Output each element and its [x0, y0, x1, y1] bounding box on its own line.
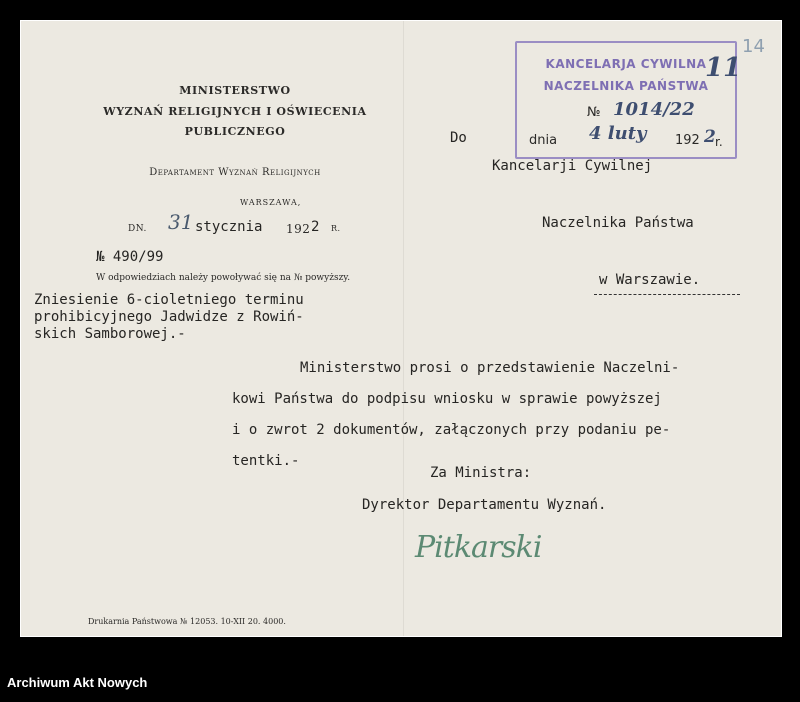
date-month: stycznia	[195, 219, 263, 235]
archive-name: Archiwum Akt Nowych	[7, 675, 148, 690]
date-year-digit: 2	[311, 219, 320, 235]
ministry-name-line1: MINISTERSTWO	[179, 84, 291, 97]
recipient-line3: w Warszawie.	[599, 272, 701, 288]
handwritten-signature: Pitkarski	[415, 530, 542, 565]
body-line1: Ministerstwo prosi o przedstawienie Naczelni-	[300, 360, 680, 376]
stamp-year-handwritten: 2	[704, 127, 716, 147]
date-suffix: R.	[331, 224, 341, 233]
ministry-name-line3: PUBLICZNEGO	[184, 125, 286, 138]
recipient-underline	[594, 294, 740, 295]
stamp-line1: KANCELARJA CYWILNA	[545, 57, 707, 71]
page-number-handwritten: 14	[742, 36, 765, 57]
stamp-year-suffix: r.	[715, 135, 723, 149]
stamp-year: 192	[675, 133, 700, 148]
reference-note: W odpowiedziach należy powoływać się na № powyższy.	[96, 273, 351, 283]
subject-line1: Zniesienie 6-cioletniego terminu	[34, 292, 304, 308]
city-label: WARSZAWA,	[240, 198, 302, 207]
body-line3: i o zwrot 2 dokumentów, załączonych przy podaniu pe-	[232, 422, 671, 438]
date-day-handwritten: 31	[168, 210, 194, 234]
for-minister: Za Ministra:	[430, 465, 532, 481]
document-number: № 490/99	[96, 249, 164, 265]
recipient-line1: Kancelarji Cywilnej	[492, 158, 653, 174]
director-title: Dyrektor Departamentu Wyznań.	[362, 497, 607, 513]
fold-line	[403, 21, 404, 636]
date-prefix: DN.	[128, 224, 147, 234]
registry-stamp	[515, 41, 742, 159]
stamp-hand-mark: 11	[705, 53, 742, 83]
stamp-date-prefix: dnia	[529, 133, 558, 148]
stamp-date-handwritten: 4 luty	[589, 123, 647, 144]
department-name: Departament Wyznań Religijnych	[149, 167, 321, 178]
stamp-line2: NACZELNIKA PAŃSTWA	[543, 79, 709, 93]
subject-line3: skich Samborowej.-	[34, 326, 186, 342]
subject-line2: prohibicyjnego Jadwidze z Rowiń-	[34, 309, 304, 325]
body-line2: kowi Państwa do podpisu wniosku w sprawie powyższej	[232, 391, 662, 407]
stamp-number-handwritten: 1014/22	[613, 99, 695, 120]
stamp-number-prefix: №	[587, 105, 601, 120]
recipient-line2: Naczelnika Państwa	[542, 215, 694, 231]
ministry-name-line2: WYZNAŃ RELIGIJNYCH I OŚWIECENIA	[103, 105, 367, 118]
printer-imprint: Drukarnia Państwowa № 12053. 10-XII 20. 4000.	[88, 617, 286, 626]
body-line4: tentki.-	[232, 453, 300, 469]
recipient-to: Do	[450, 130, 467, 146]
archive-footer-bar	[0, 658, 800, 702]
date-year-prefix: 192	[286, 222, 311, 236]
